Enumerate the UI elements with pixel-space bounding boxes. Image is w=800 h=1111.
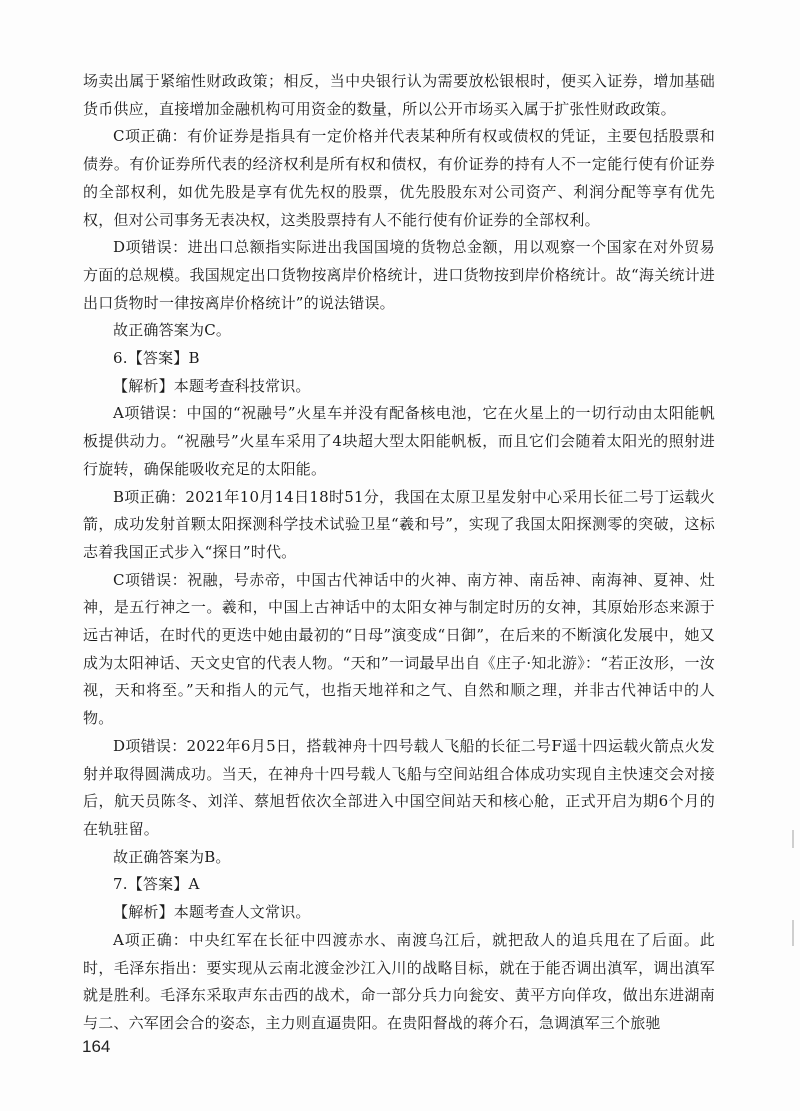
answer-conclusion: 故正确答案为C。 <box>113 321 232 340</box>
answer-conclusion: 故正确答案为B。 <box>113 847 231 866</box>
page-number: 164 <box>82 1037 111 1056</box>
page-body <box>83 68 715 1038</box>
scan-edge-mark <box>792 920 794 946</box>
paragraph: D项错误：进出口总额指实际进出我国国境的货物总金额，用以观察一个国家在对外贸易方面的总规模。我国规定出口货物按离岸价格统计，进口货物按到岸价格统计。故“海关统计进出口货物时一律按离岸价格统计”的说法错误。 <box>83 238 715 312</box>
paragraph: C项正确：有价证券是指具有一定价格并代表某种所有权或债权的凭证，主要包括股票和债券。有价证券所代表的经济权利是所有权和债权，有价证券的持有人不一定能行使有价证券的全部权利，如优先股是享有优先权的股票，优先股股东对公司资产、利润分配等享有优先权，但对公司事务无表决权，这类股票持有人不能行使有价证券的全部权利。 <box>83 127 715 229</box>
answer-heading: 6.【答案】B <box>113 349 200 368</box>
paragraph: 场卖出属于紧缩性财政政策；相反，当中央银行认为需要放松银根时，便买入证券，增加基础货币供应，直接增加金融机构可用资金的数量，所以公开市场买入属于扩张性财政政策。 <box>83 72 715 118</box>
answer-heading: 7.【答案】A <box>113 875 200 894</box>
analysis-heading: 【解析】本题考查人文常识。 <box>113 903 311 922</box>
paragraph: D项错误：2022年6月5日，搭载神舟十四号载人飞船的长征二号F遥十四运载火箭点火发射并取得圆满成功。当天，在神舟十四号载人飞船与空间站组合体成功实现自主快速交会对接后，航天员陈冬、刘洋、蔡旭哲依次全部进入中国空间站天和核心舱，正式开启为期6个月的在轨驻留。 <box>83 736 715 838</box>
paragraph: B项正确：2021年10月14日18时51分，我国在太原卫星发射中心采用长征二号丁运载火箭，成功发射首颗太阳探测科学技术试验卫星“羲和号”，实现了我国太阳探测零的突破，这标志着我国正式步入“探日”时代。 <box>83 487 715 561</box>
paragraph: C项错误：祝融，号赤帝，中国古代神话中的火神、南方神、南岳神、南海神、夏神、灶神，是五行神之一。羲和，中国上古神话中的太阳女神与制定时历的女神，其原始形态来源于远古神话，在时代的更迭中她由最初的“日母”演变成“日御”，在后来的不断演化发展中，她又成为太阳神话、天文史官的代表人物。“天和”一词最早出自《庄子·知北游》：“若正汝形，一汝视，天和将至。”天和指人的元气，也指天地祥和之气、自然和顺之理，并非古代神话中的人物。 <box>83 570 715 728</box>
paragraph: A项正确：中央红军在长征中四渡赤水、南渡乌江后，就把敌人的追兵甩在了后面。此时，毛泽东指出：要实现从云南北渡金沙江入川的战略目标，就在于能否调出滇军，调出滇军就是胜利。毛泽东采取声东击西的战术，命一部分兵力向瓮安、黄平方向佯攻，做出东进湖南与二、六军团会合的姿态，主力则直逼贵阳。在贵阳督战的蒋介石，急调滇军三个旅驰 <box>83 930 715 1032</box>
paragraph: A项错误：中国的“祝融号”火星车并没有配备核电池，它在火星上的一切行动由太阳能帆板提供动力。“祝融号”火星车采用了4块超大型太阳能帆板，而且它们会随着太阳光的照射进行旋转，确保能吸收充足的太阳能。 <box>83 404 715 478</box>
analysis-heading: 【解析】本题考查科技常识。 <box>113 376 311 395</box>
scan-edge-mark <box>792 830 794 848</box>
